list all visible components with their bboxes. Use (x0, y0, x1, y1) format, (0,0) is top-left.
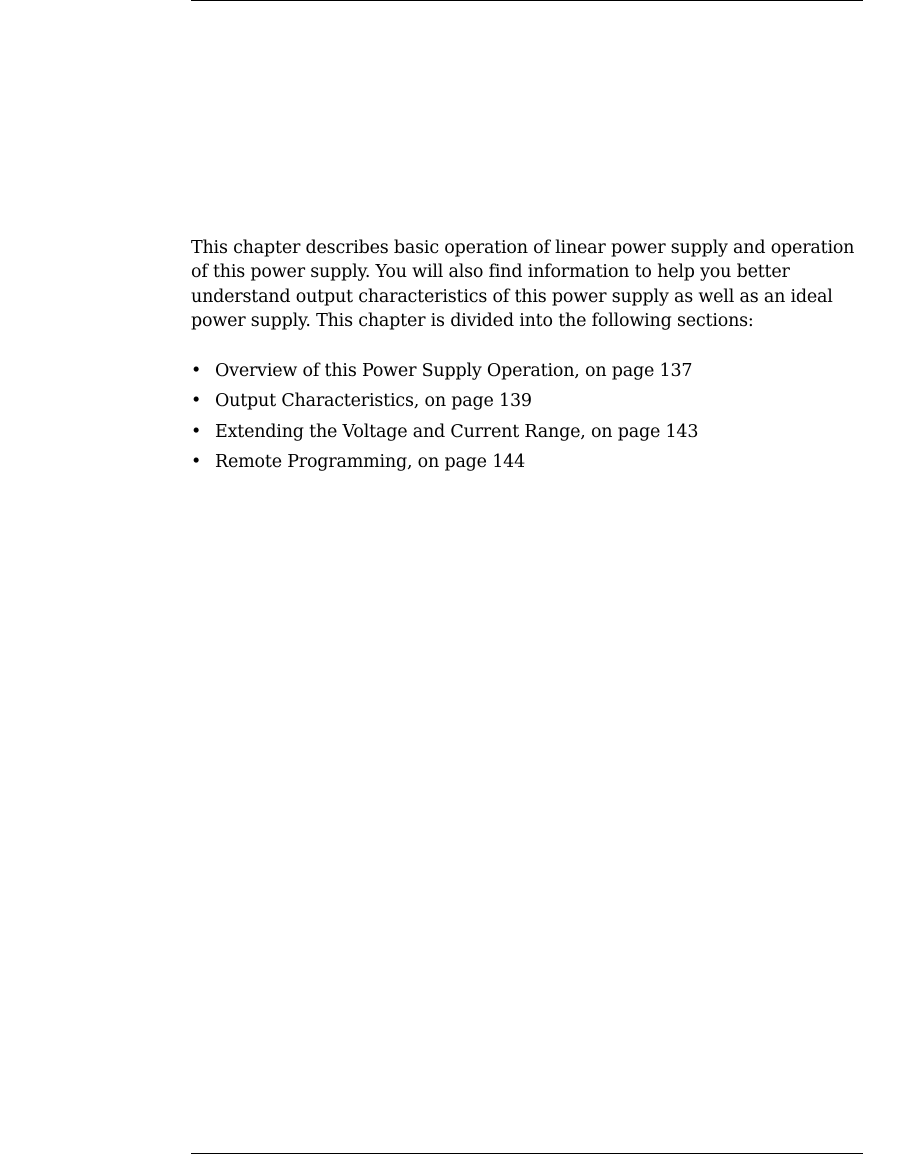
bullet-icon: • (191, 421, 202, 442)
list-item-output-characteristics (191, 386, 871, 416)
section-label: Remote Programming, on page 144 (215, 451, 526, 472)
intro-line: power supply. This chapter is divided into the following sections: (191, 310, 754, 331)
header-rule (191, 0, 863, 1)
list-item-overview (191, 356, 871, 386)
list-item-remote-programming (191, 447, 871, 477)
list-item-extending-range (191, 417, 871, 447)
section-list (191, 356, 871, 477)
bullet-icon: • (191, 361, 202, 381)
footer-rule (191, 1153, 863, 1154)
intro-line: This chapter describes basic operation of linear power supply and operation (191, 238, 855, 258)
intro-line: of this power supply. You will also find information to help you better (191, 262, 790, 283)
bullet-icon: • (191, 391, 202, 412)
section-label: Overview of this Power Supply Operation, on page 137 (215, 361, 693, 381)
intro-line: understand output characteristics of this power supply as well as an ideal (191, 286, 833, 307)
chapter-intro-paragraph (191, 236, 871, 333)
bullet-icon: • (191, 451, 202, 472)
section-label: Output Characteristics, on page 139 (215, 391, 532, 412)
section-label: Extending the Voltage and Current Range, on page 143 (215, 421, 699, 442)
